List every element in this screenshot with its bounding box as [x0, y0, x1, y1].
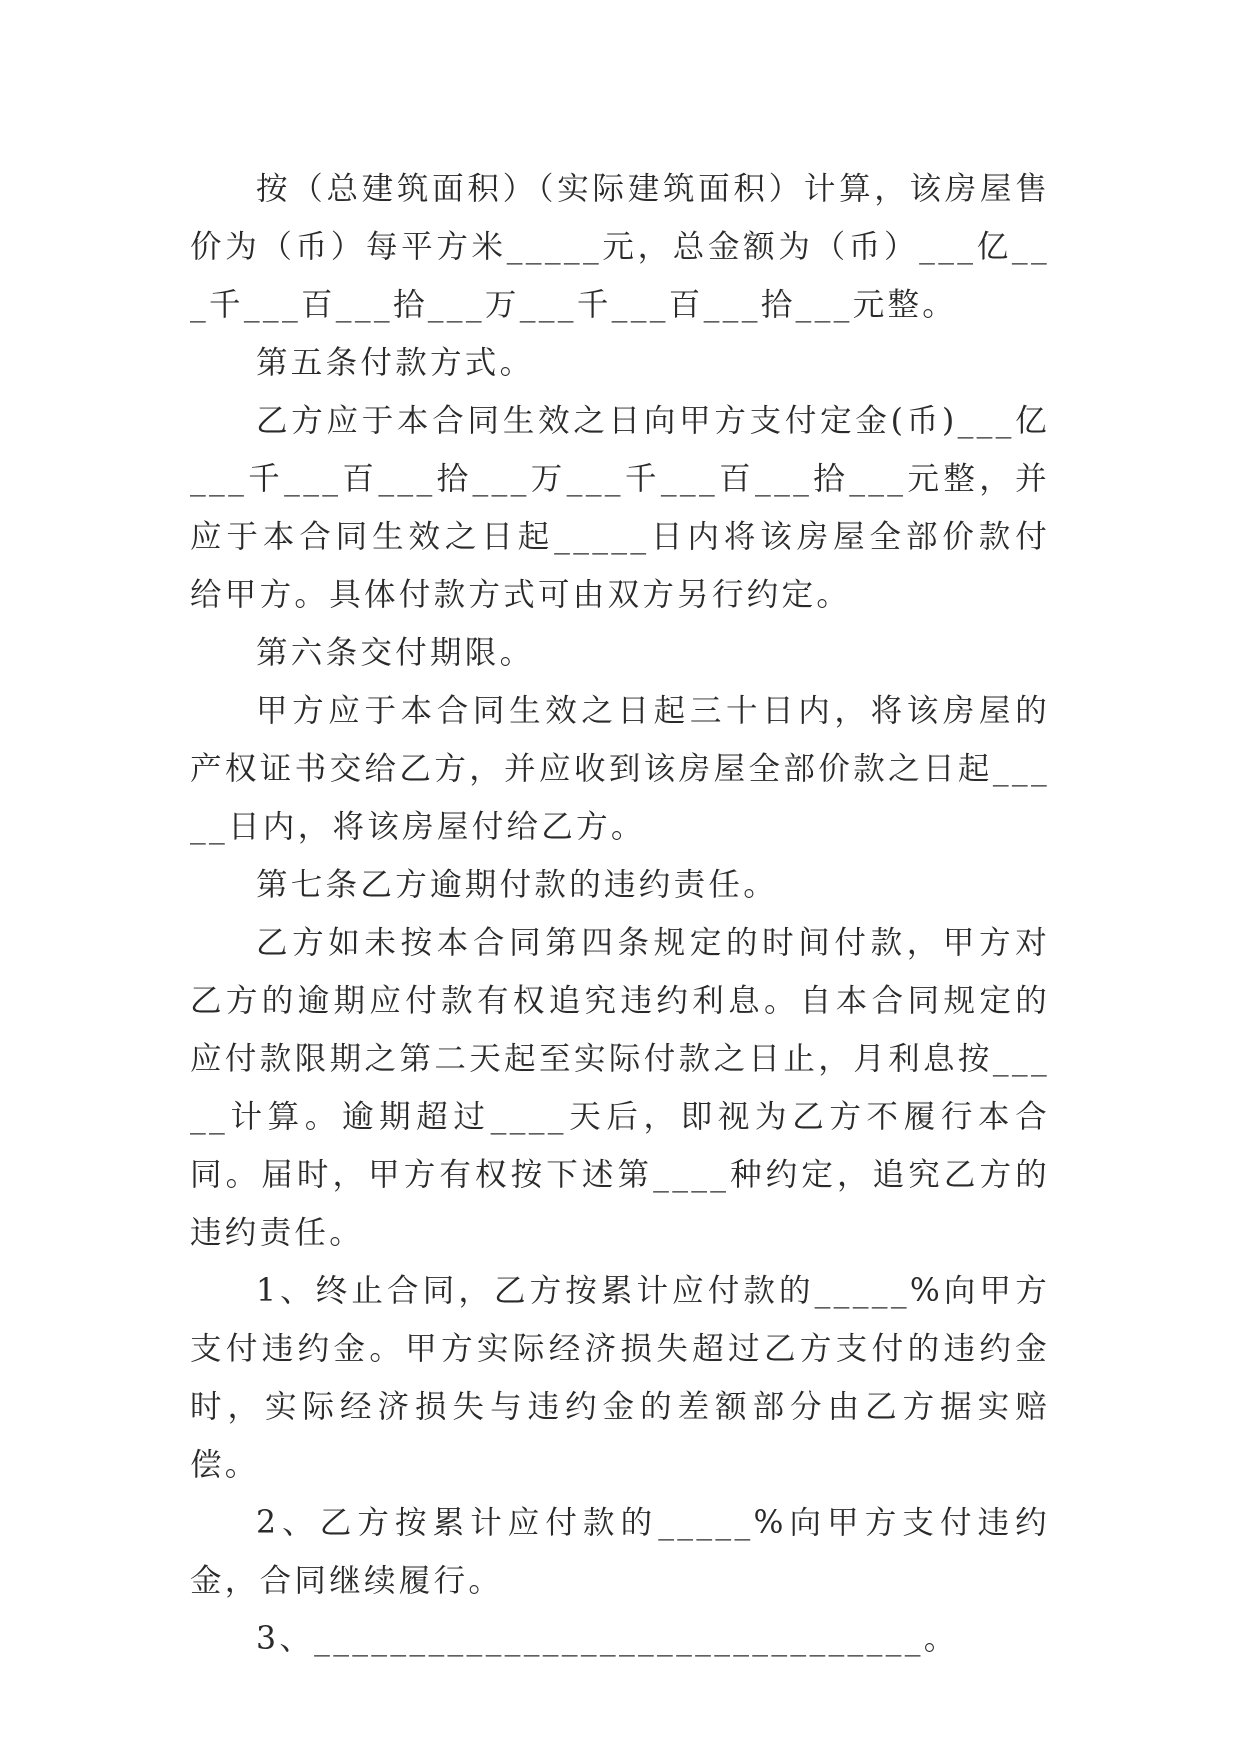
paragraph-price-calculation: 按（总建筑面积）（实际建筑面积）计算，该房屋售价为（币）每平方米_____元，总金额为（币）___亿___千___百___拾___万___千___百___拾___元整。 — [190, 171, 1050, 323]
heading-article-6-delivery-term: 第六条交付期限。 — [256, 635, 535, 671]
document-page — [190, 160, 1050, 1668]
clause-3-blank: 3、________________________________。 — [256, 1621, 959, 1657]
paragraph-delivery-term: 甲方应于本合同生效之日起三十日内，将该房屋的产权证书交给乙方，并应收到该房屋全部价款之日起_____日内，将该房屋付给乙方。 — [190, 693, 1050, 845]
paragraph-deposit-payment: 乙方应于本合同生效之日向甲方支付定金(币)___亿___千___百___拾___万___千___百___拾___元整，并应于本合同生效之日起_____日内将该房屋全部价款付给甲方。具体付款方式可由双方另行约定。 — [190, 403, 1050, 613]
paragraph-late-payment-interest: 乙方如未按本合同第四条规定的时间付款，甲方对乙方的逾期应付款有权追究违约利息。自本合同规定的应付款限期之第二天起至实际付款之日止，月利息按_____计算。逾期超过____天后，即视为乙方不履行本合同。届时，甲方有权按下述第____种约定，追究乙方的违约责任。 — [190, 925, 1050, 1251]
heading-article-7-late-payment-liability: 第七条乙方逾期付款的违约责任。 — [256, 867, 779, 903]
clause-2-continue-contract: 2、乙方按累计应付款的_____%向甲方支付违约金，合同继续履行。 — [190, 1505, 1050, 1599]
heading-article-5-payment-method: 第五条付款方式。 — [256, 345, 535, 381]
clause-1-terminate-contract: 1、终止合同，乙方按累计应付款的_____%向甲方支付违约金。甲方实际经济损失超过乙方支付的违约金时，实际经济损失与违约金的差额部分由乙方据实赔偿。 — [190, 1273, 1050, 1483]
